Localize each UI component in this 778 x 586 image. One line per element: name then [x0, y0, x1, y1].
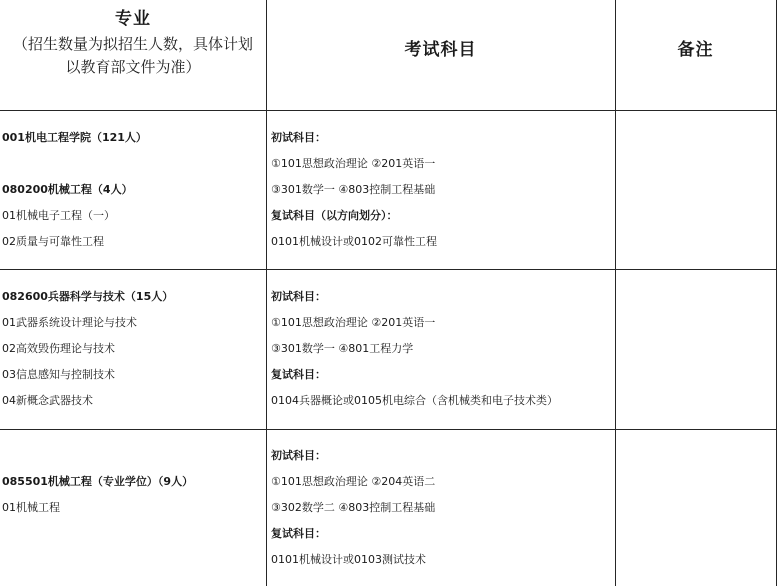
header-major-note-line2: 以教育部文件为准） — [65, 58, 201, 76]
row-divider-1 — [0, 110, 777, 111]
major-line: 080200机械工程（4人） — [2, 183, 133, 196]
subject-line: 复试科目： — [271, 527, 326, 540]
major-line: 01机械工程 — [2, 501, 60, 514]
row-divider-3 — [0, 429, 777, 430]
major-line: 01武器系统设计理论与技术 — [2, 316, 137, 329]
subject-line: ①101思想政治理论 ②201英语一 — [271, 316, 436, 329]
subject-line: ③301数学一 ④801工程力学 — [271, 342, 414, 355]
major-line: 001机电工程学院（121人） — [2, 131, 147, 144]
subject-line: ③301数学一 ④803控制工程基础 — [271, 183, 436, 196]
major-line: 04新概念武器技术 — [2, 394, 93, 407]
subject-line: 初试科目： — [271, 131, 326, 144]
column-divider-3 — [776, 0, 777, 586]
header-remarks: 备注 — [677, 40, 714, 60]
major-line: 02高效毁伤理论与技术 — [2, 342, 115, 355]
major-line: 01机械电子工程（一） — [2, 209, 115, 222]
subject-line: 0104兵器概论或0105机电综合（含机械类和电子技术类） — [271, 394, 558, 407]
major-line: 085501机械工程（专业学位）（9人） — [2, 475, 194, 488]
subject-line: 初试科目： — [271, 290, 326, 303]
subject-line: ①101思想政治理论 ②201英语一 — [271, 157, 436, 170]
subject-line: 复试科目（以方向划分）： — [271, 209, 398, 222]
subject-line: 0101机械设计或0103测试技术 — [271, 553, 426, 566]
subject-line: ①101思想政治理论 ②204英语二 — [271, 475, 436, 488]
row-divider-2 — [0, 269, 777, 270]
subject-line: 初试科目： — [271, 449, 326, 462]
header-major — [0, 4, 266, 79]
subject-line: 0101机械设计或0102可靠性工程 — [271, 235, 437, 248]
major-line: 082600兵器科学与技术（15人） — [2, 290, 174, 303]
header-major-note-line1: （招生数量为拟招生人数，具体计划 — [12, 35, 253, 53]
subject-line: 复试科目： — [271, 368, 326, 381]
header-subjects: 考试科目 — [404, 40, 477, 60]
column-divider-1 — [266, 0, 267, 586]
major-line: 02质量与可靠性工程 — [2, 235, 104, 248]
major-line: 03信息感知与控制技术 — [2, 368, 115, 381]
subject-line: ③302数学二 ④803控制工程基础 — [271, 501, 436, 514]
column-divider-2 — [615, 0, 616, 586]
header-major-title: 专业 — [115, 9, 151, 29]
